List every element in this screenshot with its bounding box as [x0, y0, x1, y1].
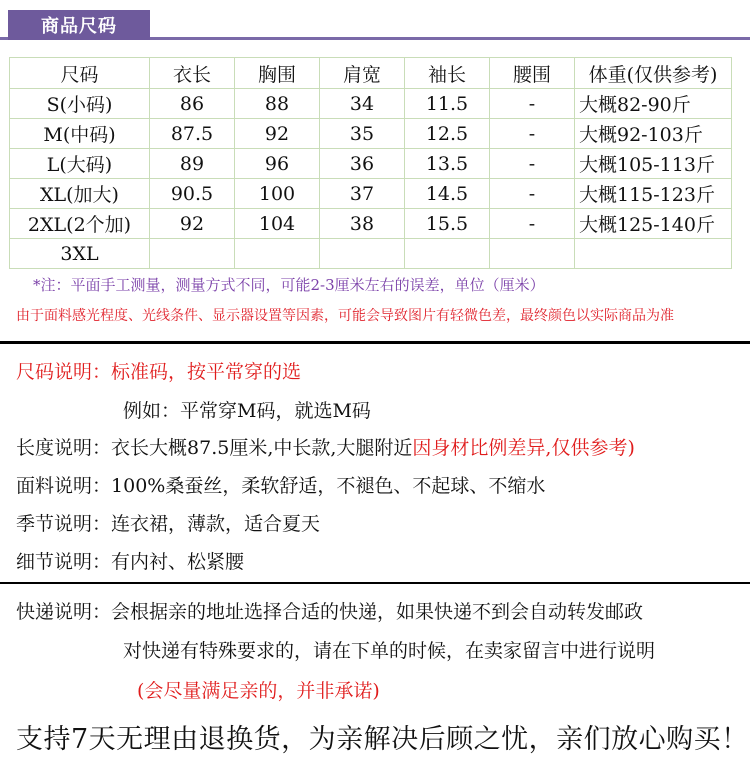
table-cell: 35 — [320, 119, 405, 149]
detail-info-label: 细节说明： — [16, 551, 112, 573]
table-cell: 2XL(2个加) — [10, 209, 150, 239]
table-row — [10, 119, 732, 149]
table-cell: 90.5 — [150, 179, 235, 209]
size-example: 例如：平常穿M码，就选M码 — [123, 400, 371, 422]
detail-info-value: 有内衬、松紧腰 — [111, 551, 245, 573]
table-cell: 92 — [150, 209, 235, 239]
table-cell: 38 — [320, 209, 405, 239]
table-cell: 3XL — [10, 239, 150, 269]
table-cell: 96 — [235, 149, 320, 179]
fabric-info — [16, 471, 545, 498]
color-disclaimer: 由于面料感光程度、光线条件、显示器设置等因素，可能会导致图片有轻微色差，最终颜色以实际商品为准 — [16, 308, 674, 324]
table-cell: 87.5 — [150, 119, 235, 149]
table-cell — [575, 239, 732, 269]
table-cell: 15.5 — [405, 209, 490, 239]
length-info — [16, 433, 635, 460]
table-cell: L(大码) — [10, 149, 150, 179]
table-cell: 13.5 — [405, 149, 490, 179]
table-cell: 100 — [235, 179, 320, 209]
table-header-cell: 胸围 — [235, 58, 320, 89]
season-info — [16, 509, 320, 536]
table-cell: 104 — [235, 209, 320, 239]
table-header-cell: 腰围 — [490, 58, 575, 89]
table-header-cell: 尺码 — [10, 58, 150, 89]
size-table — [9, 57, 732, 269]
shipping-info — [16, 597, 643, 624]
table-cell: 36 — [320, 149, 405, 179]
table-cell: XL(加大) — [10, 179, 150, 209]
season-info-label: 季节说明： — [16, 513, 112, 535]
table-cell — [490, 239, 575, 269]
table-cell — [150, 239, 235, 269]
table-cell: 89 — [150, 149, 235, 179]
return-policy-slogan: 支持7天无理由退换货，为亲解决后顾之忧，亲们放心购买！ — [16, 724, 749, 755]
fabric-info-value: 100%桑蚕丝，柔软舒适，不褪色、不起球、不缩水 — [111, 475, 546, 497]
table-cell: - — [490, 209, 575, 239]
detail-info — [16, 547, 244, 574]
size-info — [16, 357, 301, 384]
table-cell: S(小码) — [10, 89, 150, 119]
table-cell: 14.5 — [405, 179, 490, 209]
table-cell: 37 — [320, 179, 405, 209]
table-cell: - — [490, 119, 575, 149]
table-header-cell: 衣长 — [150, 58, 235, 89]
table-cell: M(中码) — [10, 119, 150, 149]
table-header-row — [10, 58, 732, 89]
measurement-note: *注：平面手工测量，测量方式不同，可能2-3厘米左右的误差，单位（厘米） — [33, 276, 545, 294]
table-cell: 11.5 — [405, 89, 490, 119]
table-cell: 大概115-123斤 — [575, 179, 732, 209]
table-cell: 34 — [320, 89, 405, 119]
size-info-value: 标准码，按平常穿的选 — [111, 361, 302, 383]
table-row — [10, 179, 732, 209]
table-cell: 86 — [150, 89, 235, 119]
table-cell: 大概125-140斤 — [575, 209, 732, 239]
table-cell: - — [490, 179, 575, 209]
table-cell — [235, 239, 320, 269]
length-info-label: 长度说明： — [16, 437, 112, 459]
shipping-info-line1: 会根据亲的地址选择合适的快递，如果快递不到会自动转发邮政 — [111, 601, 644, 623]
table-cell: - — [490, 149, 575, 179]
table-row — [10, 149, 732, 179]
table-row — [10, 89, 732, 119]
table-header-cell: 体重(仅供参考) — [575, 58, 732, 89]
season-info-value: 连衣裙，薄款，适合夏天 — [111, 513, 321, 535]
section-title: 商品尺码 — [8, 10, 150, 40]
shipping-info-label: 快递说明： — [16, 601, 112, 623]
fabric-info-label: 面料说明： — [16, 475, 112, 497]
table-cell: 92 — [235, 119, 320, 149]
length-info-value: 衣长大概87.5厘米,中长款,大腿附近 — [111, 437, 413, 459]
table-cell: 12.5 — [405, 119, 490, 149]
table-row — [10, 209, 732, 239]
table-header-cell: 袖长 — [405, 58, 490, 89]
table-cell: 大概92-103斤 — [575, 119, 732, 149]
table-cell: 88 — [235, 89, 320, 119]
table-row — [10, 239, 732, 269]
table-cell: 大概82-90斤 — [575, 89, 732, 119]
table-cell — [320, 239, 405, 269]
shipping-info-line2: 对快递有特殊要求的，请在下单的时候，在卖家留言中进行说明 — [123, 640, 656, 662]
table-cell: 大概105-113斤 — [575, 149, 732, 179]
shipping-disclaimer: (会尽量满足亲的，并非承诺) — [137, 680, 380, 702]
table-cell: - — [490, 89, 575, 119]
table-header-cell: 肩宽 — [320, 58, 405, 89]
divider — [0, 582, 750, 584]
divider — [0, 341, 750, 344]
size-info-label: 尺码说明： — [16, 361, 112, 383]
length-info-note: 因身材比例差异,仅供参考) — [412, 437, 635, 459]
table-cell — [405, 239, 490, 269]
